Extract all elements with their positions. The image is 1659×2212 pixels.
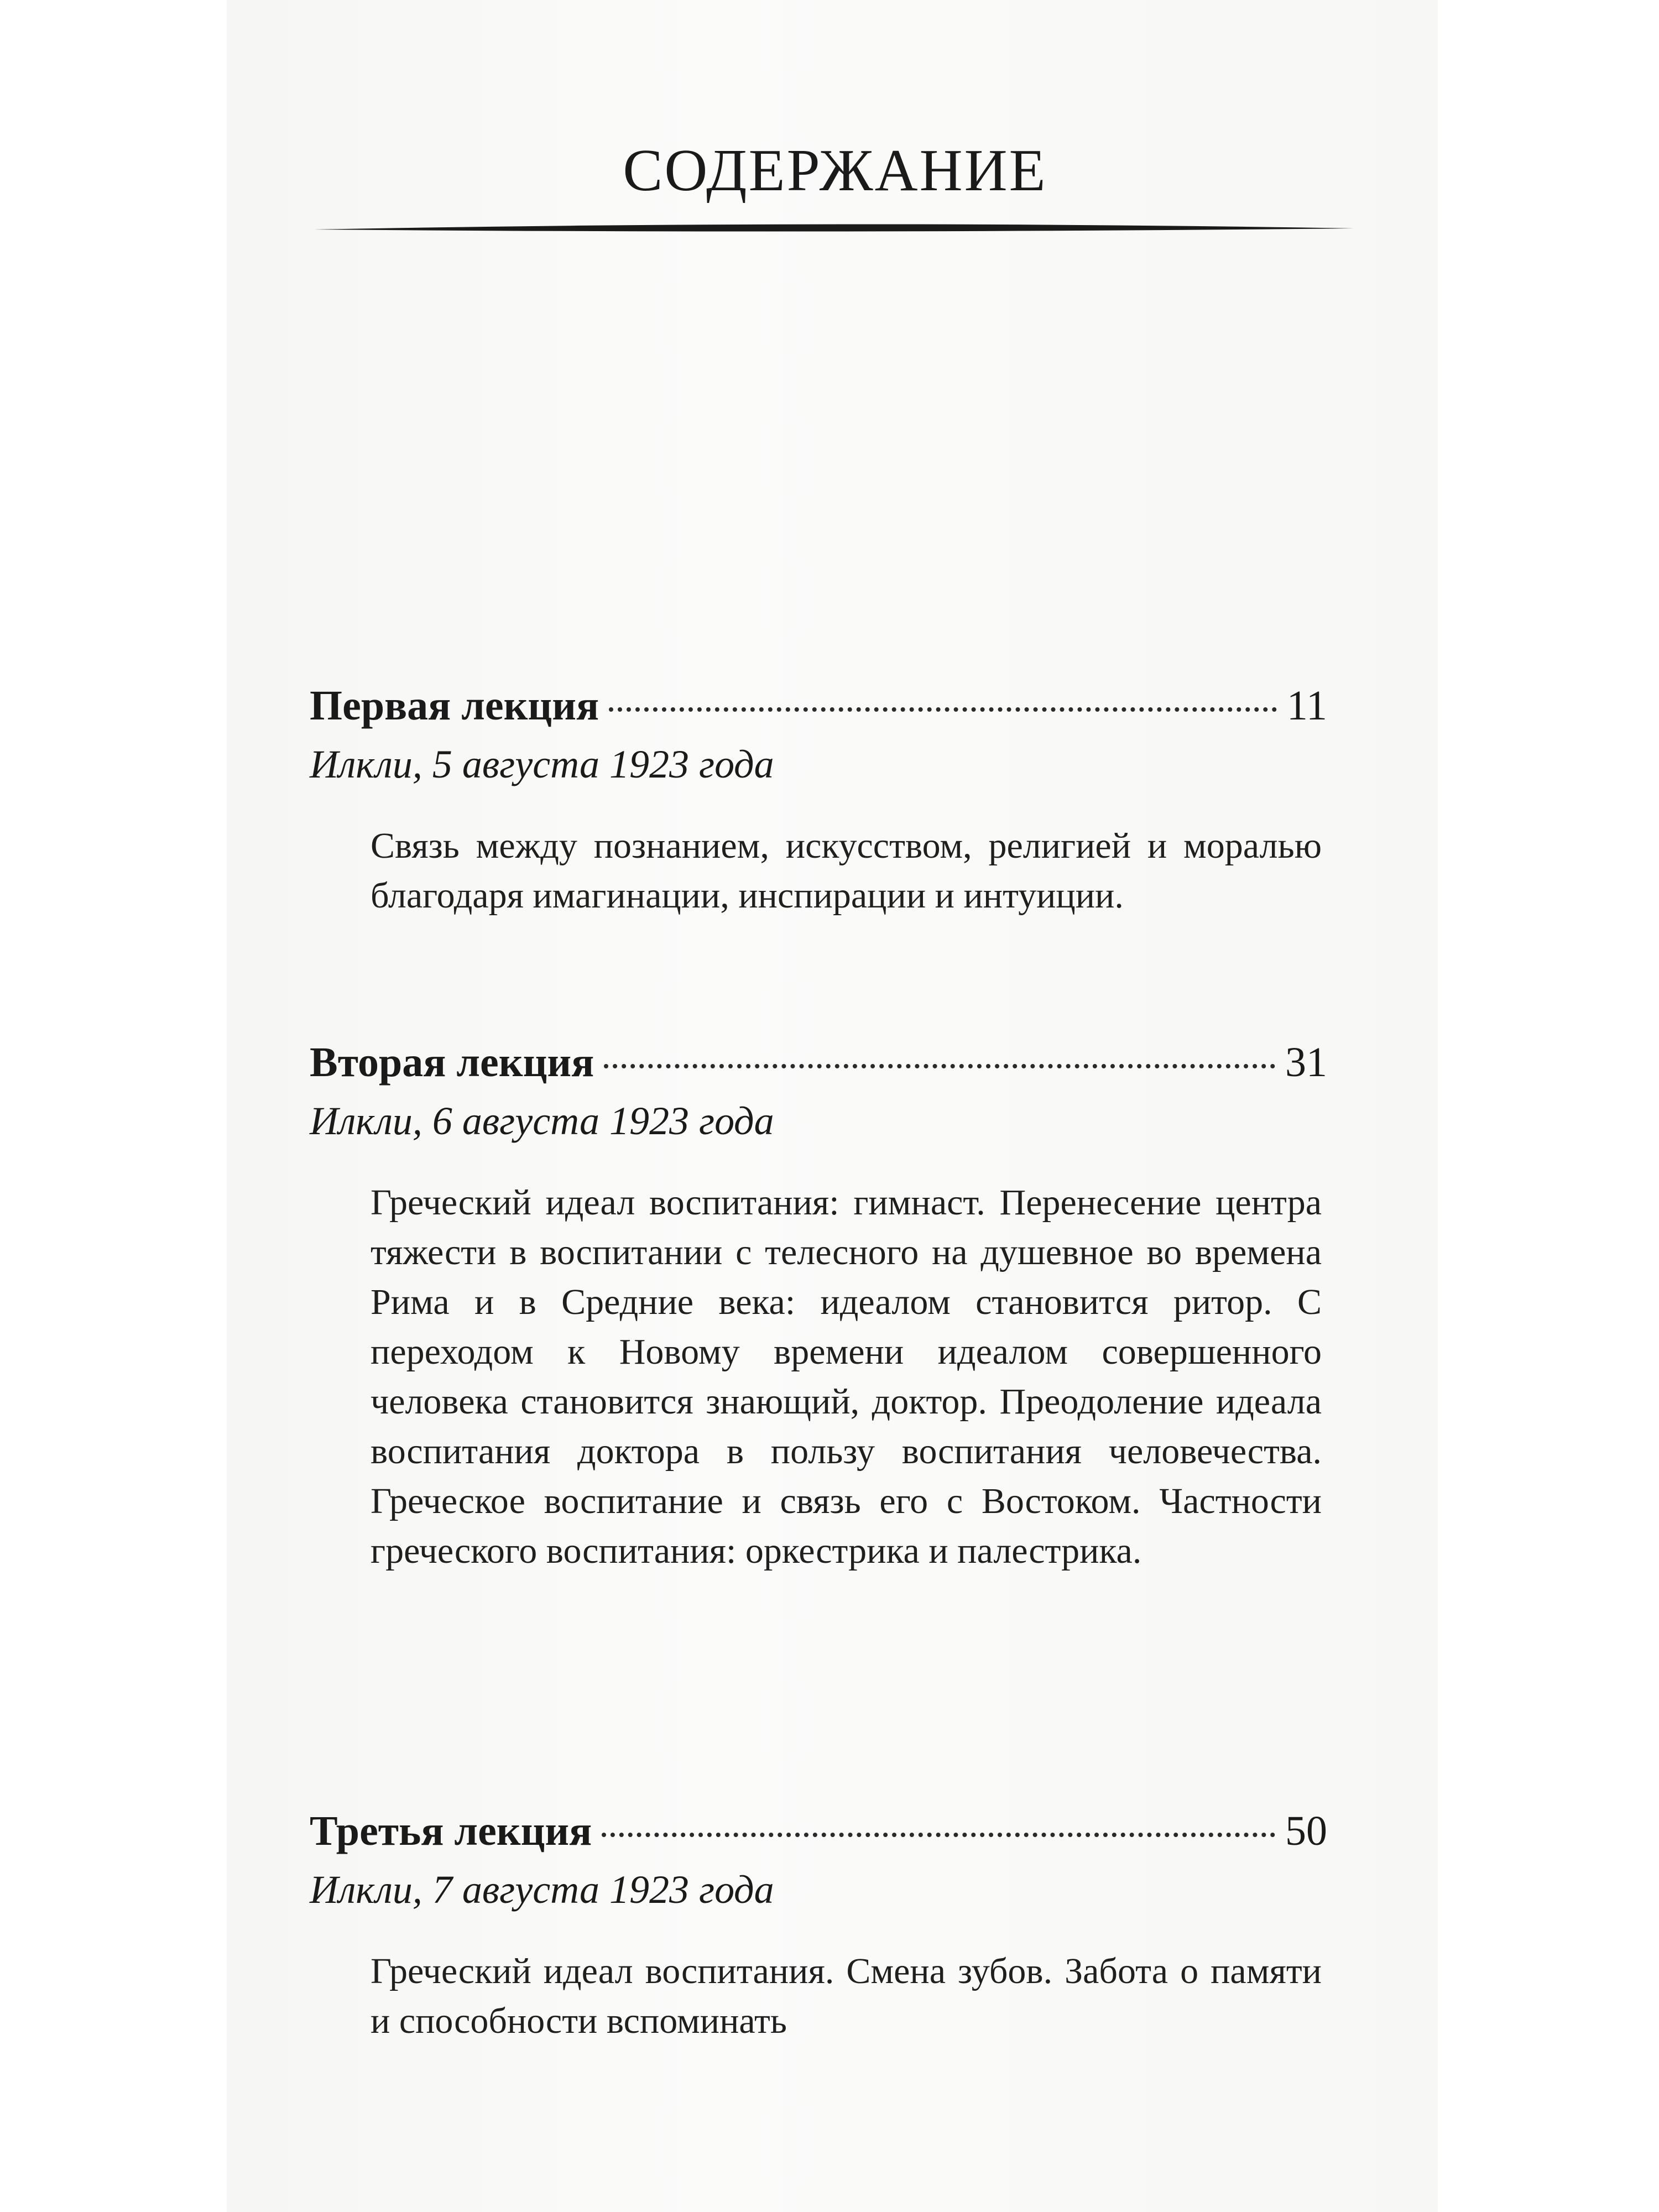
page-number: 31 bbox=[1285, 1039, 1327, 1086]
toc-entry-3-heading[interactable] bbox=[310, 1808, 1327, 1855]
lecture-description: Греческий идеал воспитания: гимнаст. Перенесение центра тяжести в воспитании с телесного на душевное во времена Рима и в Средние века: идеалом становится ритор. С переходом к Новому времени идеалом совершенного человека становится знающий, доктор. Преодоление идеала воспитания доктора в пользу воспитания человечества. Греческое воспитание и связь его с Востоком. Частности греческого воспитания: оркестрика и палестрика. bbox=[371, 1182, 1322, 1571]
dot-leader bbox=[604, 1064, 1275, 1068]
toc-entry-1-heading[interactable] bbox=[310, 683, 1327, 729]
title-underline bbox=[314, 213, 1354, 246]
dot-leader bbox=[609, 707, 1277, 712]
page-title: СОДЕРЖАНИЕ bbox=[623, 138, 1047, 204]
page-number: 50 bbox=[1285, 1808, 1327, 1854]
page-margin bbox=[1438, 0, 1659, 2212]
lecture-title: Первая лекция bbox=[310, 682, 599, 729]
dot-leader bbox=[602, 1833, 1275, 1837]
lecture-place-date: Илкли, 6 августа 1923 года bbox=[310, 1099, 774, 1143]
lecture-description: Греческий идеал воспитания. Смена зубов. Забота о памяти и способности вспоминать bbox=[371, 1951, 1322, 2041]
lecture-description: Связь между познанием, искусством, религией и моралью благодаря имагинации, инспирации и интуиции. bbox=[371, 826, 1322, 916]
lecture-title: Вторая лекция bbox=[310, 1039, 594, 1086]
lecture-place-date: Илкли, 7 августа 1923 года bbox=[310, 1867, 774, 1912]
page-number: 11 bbox=[1286, 682, 1327, 729]
lecture-place-date: Илкли, 5 августа 1923 года bbox=[310, 742, 774, 786]
lecture-title: Третья лекция bbox=[310, 1808, 592, 1854]
toc-entry-2-heading[interactable] bbox=[310, 1040, 1327, 1086]
